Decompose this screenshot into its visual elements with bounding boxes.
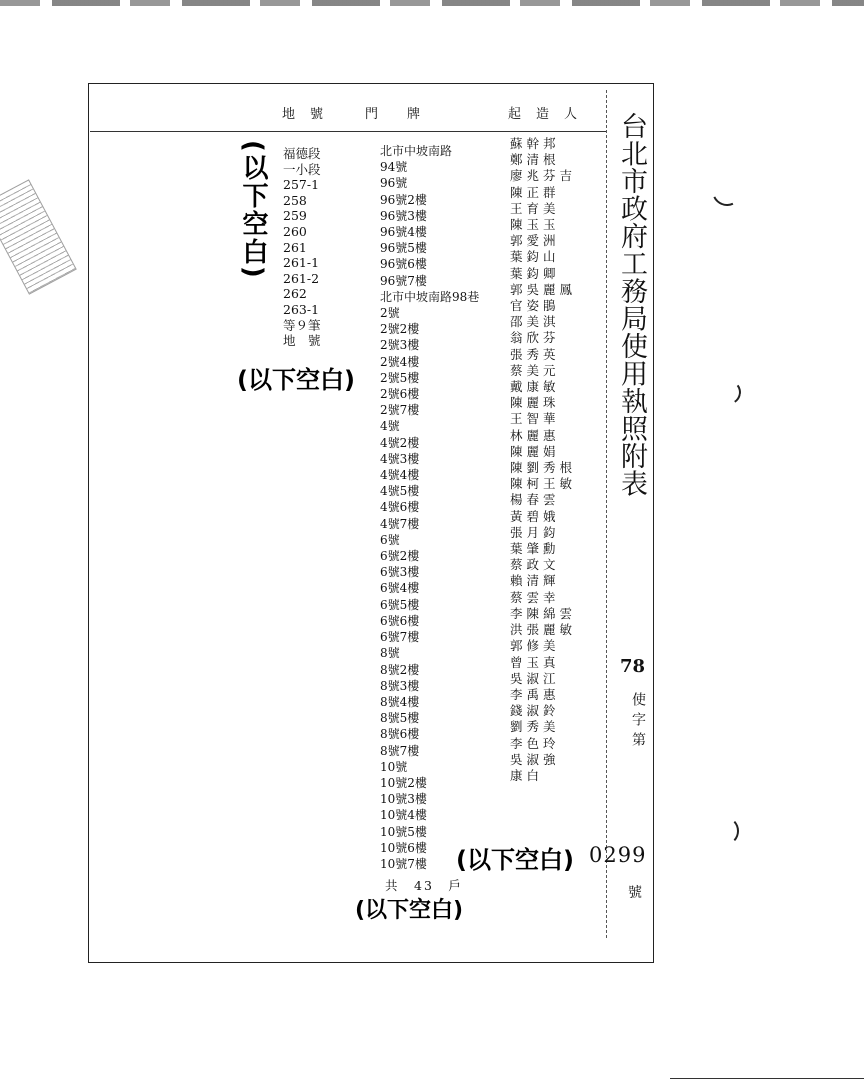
address-entry: 96號 — [380, 176, 408, 191]
address-entry: 8號5樓 — [380, 711, 420, 726]
lot-entry: 260 — [283, 223, 307, 239]
owner-entry: 郭愛洲 — [510, 233, 560, 249]
margin-mark — [713, 817, 739, 845]
header-applicant: 起 造 人 — [508, 107, 579, 122]
owner-entry: 葉鈞卿 — [510, 265, 560, 281]
owner-entry: 林麗惠 — [510, 427, 560, 443]
doc-number-label: 使字第 — [630, 692, 646, 752]
owner-entry: 翁欣芬 — [510, 330, 560, 346]
handwritten-blank-note: (以下空白) — [237, 366, 355, 394]
address-entry: 96號5樓 — [380, 241, 427, 256]
address-entry: 8號3樓 — [380, 678, 420, 693]
title-divider — [606, 90, 607, 938]
owner-entry: 邵美淇 — [510, 314, 560, 330]
owner-entry: 洪張麗敏 — [510, 622, 577, 638]
lot-entry: 259 — [283, 208, 307, 224]
owner-entry: 李陳綿雲 — [510, 605, 577, 621]
header-lot: 地 號 — [282, 107, 325, 122]
document-title: 台北市政府工務局使用執照附表 — [616, 112, 647, 497]
address-entry: 6號7樓 — [380, 630, 420, 645]
owner-list — [510, 136, 576, 784]
owner-entry: 康白 — [510, 767, 544, 783]
address-entry: 94號 — [380, 160, 408, 175]
address-entry: 4號3樓 — [380, 451, 420, 466]
address-entry: 6號 — [380, 532, 400, 547]
owner-entry: 張月鈞 — [510, 524, 560, 540]
doc-number-suffix: 號 — [628, 885, 642, 901]
owner-entry: 廖兆芬吉 — [510, 168, 577, 184]
doc-number-code: 0299 — [589, 843, 647, 867]
address-entry: 6號3樓 — [380, 565, 420, 580]
owner-entry: 王智華 — [510, 411, 560, 427]
owner-entry: 郭修美 — [510, 638, 560, 654]
lot-entry: 262 — [283, 286, 307, 302]
margin-mark — [711, 377, 743, 407]
owner-entry: 劉秀美 — [510, 719, 560, 735]
address-entry: 4號4樓 — [380, 468, 420, 483]
owner-entry: 陳劉秀根 — [510, 460, 577, 476]
owner-entry: 蘇幹邦 — [510, 136, 560, 151]
owner-entry: 王育美 — [510, 200, 560, 216]
header-plate: 門 牌 — [365, 107, 422, 122]
lot-entry: 261-2 — [283, 270, 320, 286]
owner-entry: 張秀英 — [510, 346, 560, 362]
address-entry: 10號6樓 — [380, 840, 427, 855]
lot-entry: 地 號 — [283, 333, 321, 349]
address-entry: 4號6樓 — [380, 500, 420, 515]
address-entry: 96號3樓 — [380, 208, 427, 223]
owner-entry: 楊春雲 — [510, 492, 560, 508]
owner-entry: 吳淑江 — [510, 670, 560, 686]
owner-entry: 曾玉真 — [510, 654, 560, 670]
lot-entry: 263-1 — [283, 301, 320, 317]
lot-entry: 257-1 — [283, 177, 320, 193]
address-entry: 8號4樓 — [380, 694, 420, 709]
owner-entry: 黃碧娥 — [510, 508, 560, 524]
owner-entry: 蔡政文 — [510, 557, 560, 573]
address-entry: 2號7樓 — [380, 403, 420, 418]
address-entry: 2號6樓 — [380, 387, 420, 402]
owner-entry: 陳正群 — [510, 184, 560, 200]
address-entry: 96號6樓 — [380, 257, 427, 272]
lot-entry: 261-1 — [283, 255, 320, 271]
address-entry: 10號3樓 — [380, 792, 427, 807]
owner-entry: 戴康敏 — [510, 379, 560, 395]
address-entry: 10號7樓 — [380, 856, 427, 871]
owner-entry: 葉鈞山 — [510, 249, 560, 265]
header-divider — [90, 131, 606, 132]
scan-edge-top — [0, 0, 864, 6]
address-entry: 4號5樓 — [380, 484, 420, 499]
address-entry: 2號2樓 — [380, 322, 420, 337]
address-entry: 4號2樓 — [380, 435, 420, 450]
handwritten-blank-note-vertical: (以下空白) — [238, 140, 268, 280]
owner-entry: 蔡美元 — [510, 362, 560, 378]
owner-entry: 蔡雲幸 — [510, 589, 560, 605]
handwritten-blank-note: (以下空白) — [355, 898, 464, 923]
address-entry: 2號4樓 — [380, 354, 420, 369]
address-entry: 96號7樓 — [380, 273, 427, 288]
address-entry: 6號5樓 — [380, 597, 420, 612]
owner-entry: 郭吳麗鳳 — [510, 281, 577, 297]
owner-entry: 李禹惠 — [510, 686, 560, 702]
address-entry: 8號2樓 — [380, 662, 420, 677]
owner-entry: 陳麗娟 — [510, 443, 560, 459]
address-entry: 10號 — [380, 759, 408, 774]
address-entry: 96號2樓 — [380, 192, 427, 207]
owner-entry: 陳麗珠 — [510, 395, 560, 411]
owner-entry: 錢淑鈴 — [510, 703, 560, 719]
address-entry: 96號4樓 — [380, 225, 427, 240]
address-entry: 10號4樓 — [380, 808, 427, 823]
lot-number-list — [283, 146, 321, 349]
lot-entry: 等９筆 — [283, 317, 321, 333]
address-entry: 6號2樓 — [380, 549, 420, 564]
address-entry: 8號 — [380, 646, 400, 661]
owner-entry: 官姿鵑 — [510, 298, 560, 314]
address-entry: 4號 — [380, 419, 400, 434]
address-entry: 2號5樓 — [380, 370, 420, 385]
address-entry: 8號6樓 — [380, 727, 420, 742]
lot-entry: 261 — [283, 239, 307, 255]
lot-entry: 福德段 — [283, 146, 321, 161]
doc-number-year: 78 — [620, 656, 646, 677]
owner-entry: 鄭清根 — [510, 152, 560, 168]
address-entry: 6號4樓 — [380, 581, 420, 596]
page-edge-line — [670, 1078, 864, 1079]
address-entry: 10號2樓 — [380, 775, 427, 790]
owner-entry: 吳淑強 — [510, 751, 560, 767]
address-list — [380, 143, 479, 872]
household-total: 共 43 戶 — [385, 878, 463, 893]
address-entry: 4號7樓 — [380, 516, 420, 531]
address-entry: 北市中坡南路 — [380, 144, 453, 158]
owner-entry: 陳玉玉 — [510, 217, 560, 233]
owner-entry: 陳柯王敏 — [510, 476, 577, 492]
address-entry: 8號7樓 — [380, 743, 420, 758]
margin-scribble — [0, 179, 77, 294]
lot-entry: 一小段 — [283, 161, 321, 177]
address-entry: 6號6樓 — [380, 613, 420, 628]
margin-mark — [708, 172, 746, 210]
owner-entry: 葉肇勳 — [510, 541, 560, 557]
address-entry: 10號5樓 — [380, 824, 427, 839]
owner-entry: 李色玲 — [510, 735, 560, 751]
address-entry: 2號 — [380, 306, 400, 321]
handwritten-blank-note: (以下空白) — [456, 846, 574, 874]
owner-entry: 賴清輝 — [510, 573, 560, 589]
lot-entry: 258 — [283, 192, 307, 208]
address-entry: 2號3樓 — [380, 338, 420, 353]
address-entry: 北市中坡南路98巷 — [380, 289, 480, 304]
